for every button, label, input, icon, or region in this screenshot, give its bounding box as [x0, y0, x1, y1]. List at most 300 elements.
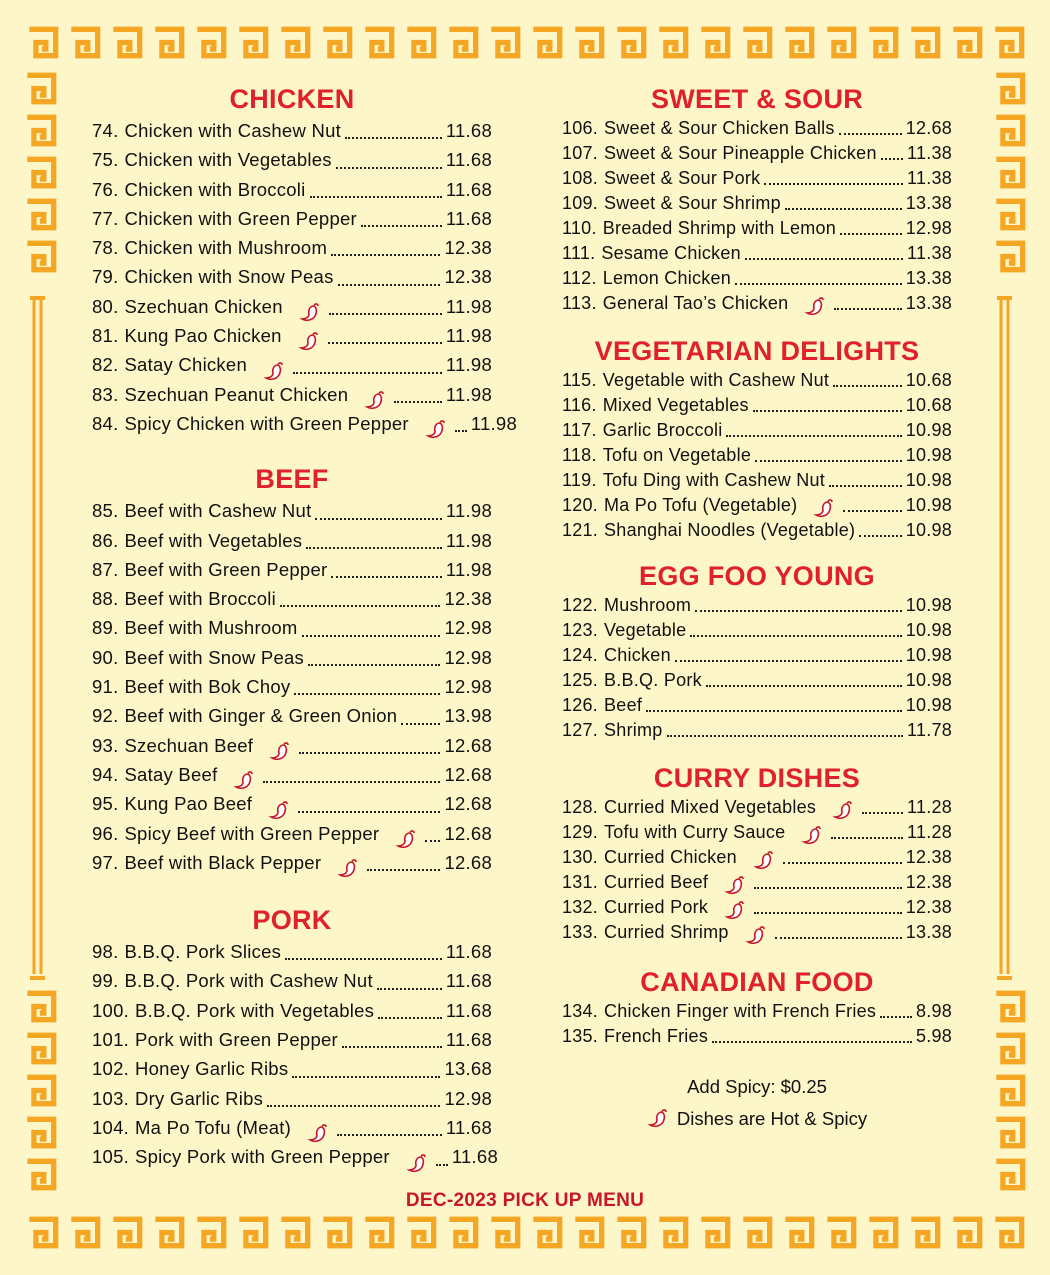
item-price: 12.98 — [444, 1087, 492, 1109]
chili-pepper-icon — [832, 800, 854, 820]
dot-leader — [331, 575, 441, 578]
item-name: Beef with Vegetables — [124, 529, 303, 551]
menu-item — [92, 731, 492, 760]
menu-item — [562, 166, 952, 191]
item-number: 122. — [562, 595, 599, 615]
item-number: 74. — [92, 120, 119, 141]
dot-leader — [745, 257, 903, 260]
item-price: 13.38 — [905, 293, 952, 313]
item-number: 106. — [562, 118, 599, 138]
menu-section — [92, 462, 492, 877]
dot-leader — [315, 517, 441, 520]
dot-leader — [859, 534, 901, 537]
dot-leader — [881, 157, 903, 160]
menu-item — [562, 141, 952, 166]
item-number: 77. — [92, 207, 119, 229]
chili-pepper-icon — [406, 1152, 428, 1172]
chili-pepper-icon — [395, 828, 417, 848]
dot-leader — [754, 886, 902, 889]
menu-item — [92, 789, 492, 818]
dot-leader — [345, 136, 442, 139]
item-price: 12.98 — [444, 617, 492, 639]
dot-leader — [834, 307, 901, 310]
item-number: 110. — [562, 218, 597, 238]
item-price: 12.38 — [905, 847, 952, 867]
menu-item — [92, 1142, 499, 1171]
section-title: CHICKEN — [229, 84, 355, 114]
item-number: 107. — [562, 143, 599, 163]
item-name: Beef with Black Pepper — [124, 851, 322, 873]
menu-item — [562, 668, 952, 693]
spicy-legend-text: Dishes are Hot & Spicy — [676, 1108, 868, 1129]
dot-leader — [646, 709, 902, 712]
dot-leader — [783, 861, 902, 864]
item-number: 98. — [92, 941, 119, 963]
menu-item — [92, 848, 492, 877]
item-price: 10.98 — [905, 420, 952, 440]
dot-leader — [306, 546, 442, 549]
item-name: Tofu with Curry Sauce — [604, 822, 786, 842]
item-price: 12.38 — [905, 897, 952, 917]
item-price: 13.98 — [444, 705, 492, 727]
item-name: Vegetable with Cashew Nut — [602, 370, 830, 390]
item-number: 115. — [562, 370, 597, 390]
dot-leader — [755, 459, 902, 462]
dot-leader — [862, 811, 903, 814]
item-number: 118. — [562, 445, 597, 465]
item-number: 95. — [92, 793, 119, 815]
dot-leader — [294, 692, 440, 695]
menu-item — [562, 291, 952, 316]
item-price: 12.68 — [444, 822, 492, 844]
item-name: Sweet & Sour Shrimp — [604, 193, 781, 213]
item-name: Beef with Green Pepper — [124, 558, 328, 580]
menu-item — [562, 216, 952, 241]
chili-pepper-icon — [801, 825, 823, 845]
menu-item — [92, 526, 492, 555]
dot-leader — [336, 166, 442, 169]
menu-item — [92, 701, 492, 730]
item-number: 102. — [92, 1058, 130, 1080]
item-price: 11.68 — [445, 178, 492, 200]
item-number: 92. — [92, 705, 119, 727]
menu-item — [562, 493, 952, 518]
menu-item — [562, 241, 952, 266]
dot-leader — [690, 634, 901, 637]
item-price: 10.68 — [905, 370, 952, 390]
item-price: 10.98 — [905, 595, 952, 615]
menu-section — [562, 82, 952, 316]
item-number: 84. — [92, 412, 119, 434]
menu-item — [562, 693, 952, 718]
menu-item — [92, 233, 492, 262]
menu-item — [562, 643, 952, 668]
dot-leader — [310, 195, 442, 198]
item-price: 5.98 — [915, 1026, 952, 1046]
dot-leader — [367, 868, 440, 871]
item-number: 76. — [92, 178, 119, 200]
menu-item — [562, 593, 952, 618]
item-number: 105. — [92, 1146, 130, 1168]
item-name: Honey Garlic Ribs — [135, 1058, 289, 1080]
section-title: VEGETARIAN DELIGHTS — [594, 336, 920, 366]
dot-leader — [754, 911, 902, 914]
item-number: 108. — [562, 168, 599, 188]
dot-leader — [735, 282, 902, 285]
item-number: 129. — [562, 822, 599, 842]
item-price: 13.38 — [905, 922, 952, 942]
menu-section — [92, 903, 499, 1171]
menu-item — [562, 618, 952, 643]
item-price: 12.38 — [444, 588, 492, 610]
menu-item — [92, 116, 492, 145]
item-price: 12.38 — [905, 872, 952, 892]
item-name: Curried Pork — [604, 897, 709, 917]
item-name: Chicken — [604, 645, 671, 665]
item-name: Spicy Pork with Green Pepper — [135, 1146, 390, 1168]
item-name: Dry Garlic Ribs — [135, 1087, 264, 1109]
dot-leader — [280, 604, 440, 607]
menu-item — [562, 820, 952, 845]
item-number: 88. — [92, 588, 119, 610]
item-number: 121. — [562, 520, 599, 540]
dot-leader — [377, 987, 442, 990]
dot-leader — [329, 312, 442, 315]
item-price: 12.68 — [444, 793, 492, 815]
section-title: CURRY DISHES — [653, 763, 861, 793]
chili-pepper-icon — [364, 389, 386, 409]
item-name: Beef with Cashew Nut — [124, 500, 312, 522]
dot-leader — [839, 132, 902, 135]
menu-item — [92, 204, 492, 233]
menu-item — [562, 518, 952, 543]
item-price: 11.68 — [445, 1116, 492, 1138]
item-price: 11.38 — [907, 143, 952, 163]
menu-item — [92, 321, 492, 350]
dot-leader — [455, 429, 467, 432]
item-number: 112. — [562, 268, 597, 288]
item-price: 11.98 — [445, 295, 492, 317]
dot-leader — [302, 634, 441, 637]
item-name: Garlic Broccoli — [602, 420, 723, 440]
menu-item — [92, 584, 492, 613]
item-price: 12.98 — [444, 646, 492, 668]
dot-leader — [436, 1163, 448, 1166]
menu-item — [92, 262, 492, 291]
item-number: 119. — [562, 470, 597, 490]
dot-leader — [361, 224, 442, 227]
item-name: Chicken with Green Pepper — [124, 207, 357, 229]
dot-leader — [293, 371, 442, 374]
section-title: PORK — [252, 905, 332, 936]
section-title: CANADIAN FOOD — [640, 967, 874, 997]
item-price: 12.68 — [905, 118, 952, 138]
chili-pepper-icon — [647, 1106, 669, 1126]
section-title: EGG FOO YOUNG — [639, 561, 875, 591]
item-name: Curried Shrimp — [604, 922, 729, 942]
menu-item — [92, 350, 492, 379]
menu-item — [92, 1084, 492, 1113]
dot-leader — [775, 936, 902, 939]
menu-item — [562, 795, 952, 820]
menu-item — [92, 937, 492, 966]
item-price: 11.98 — [445, 354, 492, 376]
item-price: 10.98 — [905, 520, 952, 540]
menu-item — [562, 999, 952, 1024]
item-name: Spicy Beef with Green Pepper — [124, 822, 380, 844]
dot-leader — [401, 722, 440, 725]
item-price: 10.98 — [905, 620, 952, 640]
menu-item — [562, 116, 952, 141]
item-name: Tofu Ding with Cashew Nut — [602, 470, 826, 490]
menu-item — [562, 870, 952, 895]
item-name: Kung Pao Chicken — [124, 325, 282, 347]
dot-leader — [292, 1075, 440, 1078]
item-number: 135. — [562, 1026, 599, 1046]
item-number: 94. — [92, 763, 119, 785]
left-column — [92, 82, 518, 1172]
item-number: 132. — [562, 897, 599, 917]
item-name: Pork with Green Pepper — [135, 1029, 338, 1051]
item-price: 12.68 — [444, 734, 492, 756]
menu-item — [92, 496, 492, 525]
menu-item — [92, 613, 492, 642]
item-number: 81. — [92, 325, 119, 347]
item-name: Vegetable — [604, 620, 687, 640]
item-number: 117. — [562, 420, 597, 440]
menu-item — [92, 672, 492, 701]
item-number: 131. — [562, 872, 599, 892]
menu-item — [562, 191, 952, 216]
menu-item — [562, 393, 952, 418]
dot-leader — [342, 1045, 442, 1048]
menu-section — [92, 82, 518, 438]
item-number: 78. — [92, 237, 119, 259]
item-number: 127. — [562, 720, 599, 740]
item-name: Mushroom — [604, 595, 692, 615]
item-price: 8.98 — [915, 1001, 952, 1021]
menu-section — [562, 761, 952, 945]
menu-section — [562, 559, 952, 743]
item-price: 11.98 — [445, 558, 492, 580]
chili-pepper-icon — [268, 799, 290, 819]
item-price: 12.68 — [444, 851, 492, 873]
item-price: 11.98 — [470, 412, 518, 434]
item-name: B.B.Q. Pork with Vegetables — [135, 999, 375, 1021]
item-price: 11.78 — [907, 720, 952, 740]
dot-leader — [880, 1015, 912, 1018]
dot-leader — [328, 341, 442, 344]
chili-pepper-icon — [233, 769, 255, 789]
dot-leader — [726, 434, 901, 437]
item-name: B.B.Q. Pork with Cashew Nut — [124, 970, 373, 992]
section-title: SWEET & SOUR — [650, 84, 864, 114]
dot-leader — [829, 484, 902, 487]
chili-pepper-icon — [299, 301, 321, 321]
menu-item — [92, 145, 492, 174]
item-name: Chicken with Vegetables — [124, 149, 332, 171]
item-name: Shanghai Noodles (Vegetable) — [604, 520, 856, 540]
item-name: Curried Mixed Vegetables — [604, 797, 817, 817]
chili-pepper-icon — [724, 900, 746, 920]
item-price: 11.68 — [445, 120, 492, 141]
item-price: 11.68 — [445, 1029, 492, 1051]
dot-leader — [695, 609, 902, 612]
item-name: Ma Po Tofu (Vegetable) — [604, 495, 798, 515]
menu-section — [562, 334, 952, 543]
chili-pepper-icon — [298, 330, 320, 350]
dot-leader — [753, 409, 902, 412]
item-price: 11.68 — [445, 941, 492, 963]
item-name: Lemon Chicken — [602, 268, 732, 288]
item-price: 10.68 — [905, 395, 952, 415]
item-name: Chicken Finger with French Fries — [604, 1001, 877, 1021]
item-name: Chicken with Cashew Nut — [124, 120, 341, 141]
item-number: 93. — [92, 734, 119, 756]
item-name: Kung Pao Beef — [124, 793, 253, 815]
menu-item — [92, 760, 492, 789]
menu-item — [562, 895, 952, 920]
item-name: Sweet & Sour Pork — [604, 168, 761, 188]
item-price: 10.98 — [905, 495, 952, 515]
item-name: Chicken with Broccoli — [124, 178, 306, 200]
spicy-legend — [562, 1103, 952, 1135]
menu-section — [562, 965, 952, 1049]
dot-leader — [337, 1133, 442, 1136]
item-name: Szechuan Peanut Chicken — [124, 383, 349, 405]
item-name: Chicken with Snow Peas — [124, 266, 334, 288]
item-number: 109. — [562, 193, 599, 213]
item-number: 97. — [92, 851, 119, 873]
item-number: 134. — [562, 1001, 599, 1021]
menu-item — [562, 368, 952, 393]
item-price: 11.98 — [445, 529, 492, 551]
item-number: 89. — [92, 617, 119, 639]
chili-pepper-icon — [813, 498, 835, 518]
item-price: 11.98 — [445, 325, 492, 347]
item-name: Tofu on Vegetable — [602, 445, 752, 465]
menu-item — [562, 443, 952, 468]
chili-pepper-icon — [804, 296, 826, 316]
menu-footer: DEC-2023 PICK UP MENU — [405, 1190, 645, 1211]
item-price: 13.68 — [444, 1058, 492, 1080]
item-price: 11.68 — [445, 149, 492, 171]
item-name: Beef with Snow Peas — [124, 646, 305, 668]
item-name: Mixed Vegetables — [602, 395, 749, 415]
dot-leader — [338, 283, 441, 286]
item-number: 101. — [92, 1029, 130, 1051]
chili-pepper-icon — [269, 740, 291, 760]
item-name: Szechuan Chicken — [124, 295, 283, 317]
item-number: 124. — [562, 645, 599, 665]
item-name: Szechuan Beef — [124, 734, 254, 756]
item-price: 12.38 — [444, 266, 492, 288]
dot-leader — [831, 836, 903, 839]
item-number: 111. — [562, 243, 596, 263]
item-price: 11.68 — [445, 207, 492, 229]
item-name: Beef with Bok Choy — [124, 676, 291, 698]
item-price: 12.38 — [444, 237, 492, 259]
dot-leader — [785, 207, 902, 210]
menu-item — [562, 1024, 952, 1049]
item-name: French Fries — [604, 1026, 709, 1046]
item-number: 133. — [562, 922, 599, 942]
add-spicy-note: Add Spicy: $0.25 — [687, 1076, 827, 1097]
dot-leader — [764, 182, 903, 185]
dot-leader — [267, 1104, 440, 1107]
item-number: 86. — [92, 529, 119, 551]
item-number: 99. — [92, 970, 119, 992]
item-number: 113. — [562, 293, 597, 313]
item-number: 128. — [562, 797, 599, 817]
item-number: 100. — [92, 999, 130, 1021]
item-number: 75. — [92, 149, 119, 171]
item-price: 13.38 — [905, 193, 952, 213]
dot-leader — [308, 663, 440, 666]
item-name: Satay Chicken — [124, 354, 248, 376]
dot-leader — [667, 734, 903, 737]
menu-item — [92, 292, 492, 321]
item-name: Shrimp — [604, 720, 663, 740]
item-price: 11.98 — [445, 383, 492, 405]
item-price: 11.38 — [907, 243, 952, 263]
item-number: 85. — [92, 500, 119, 522]
dot-leader — [378, 1016, 442, 1019]
item-name: Spicy Chicken with Green Pepper — [124, 412, 409, 434]
item-number: 80. — [92, 295, 119, 317]
item-number: 87. — [92, 558, 119, 580]
menu-item — [562, 845, 952, 870]
item-price: 10.98 — [905, 445, 952, 465]
item-number: 79. — [92, 266, 119, 288]
item-number: 130. — [562, 847, 599, 867]
dot-leader — [263, 780, 440, 783]
item-number: 123. — [562, 620, 599, 640]
item-name: Curried Chicken — [604, 847, 737, 867]
item-price: 12.98 — [444, 676, 492, 698]
item-number: 83. — [92, 383, 119, 405]
item-number: 125. — [562, 670, 599, 690]
menu-item — [562, 468, 952, 493]
dot-leader — [425, 839, 440, 842]
dot-leader — [833, 384, 902, 387]
dot-leader — [394, 400, 442, 403]
item-number: 91. — [92, 676, 119, 698]
item-price: 13.38 — [905, 268, 952, 288]
item-name: Satay Beef — [124, 763, 218, 785]
menu-item — [92, 555, 492, 584]
dot-leader — [298, 810, 440, 813]
dot-leader — [299, 751, 440, 754]
item-name: Chicken with Mushroom — [124, 237, 328, 259]
menu-item — [92, 380, 492, 409]
item-name: General Tao’s Chicken — [602, 293, 789, 313]
item-number: 82. — [92, 354, 119, 376]
right-column — [562, 82, 952, 1135]
item-price: 11.98 — [445, 500, 492, 522]
item-name: B.B.Q. Pork Slices — [124, 941, 282, 963]
item-name: Ma Po Tofu (Meat) — [135, 1116, 292, 1138]
item-name: Sesame Chicken — [601, 243, 741, 263]
item-number: 103. — [92, 1087, 130, 1109]
item-name: Beef — [604, 695, 643, 715]
chili-pepper-icon — [425, 418, 447, 438]
item-number: 90. — [92, 646, 119, 668]
item-price: 11.28 — [907, 797, 952, 817]
menu-item — [92, 966, 492, 995]
item-name: Beef with Mushroom — [124, 617, 298, 639]
chili-pepper-icon — [753, 850, 775, 870]
